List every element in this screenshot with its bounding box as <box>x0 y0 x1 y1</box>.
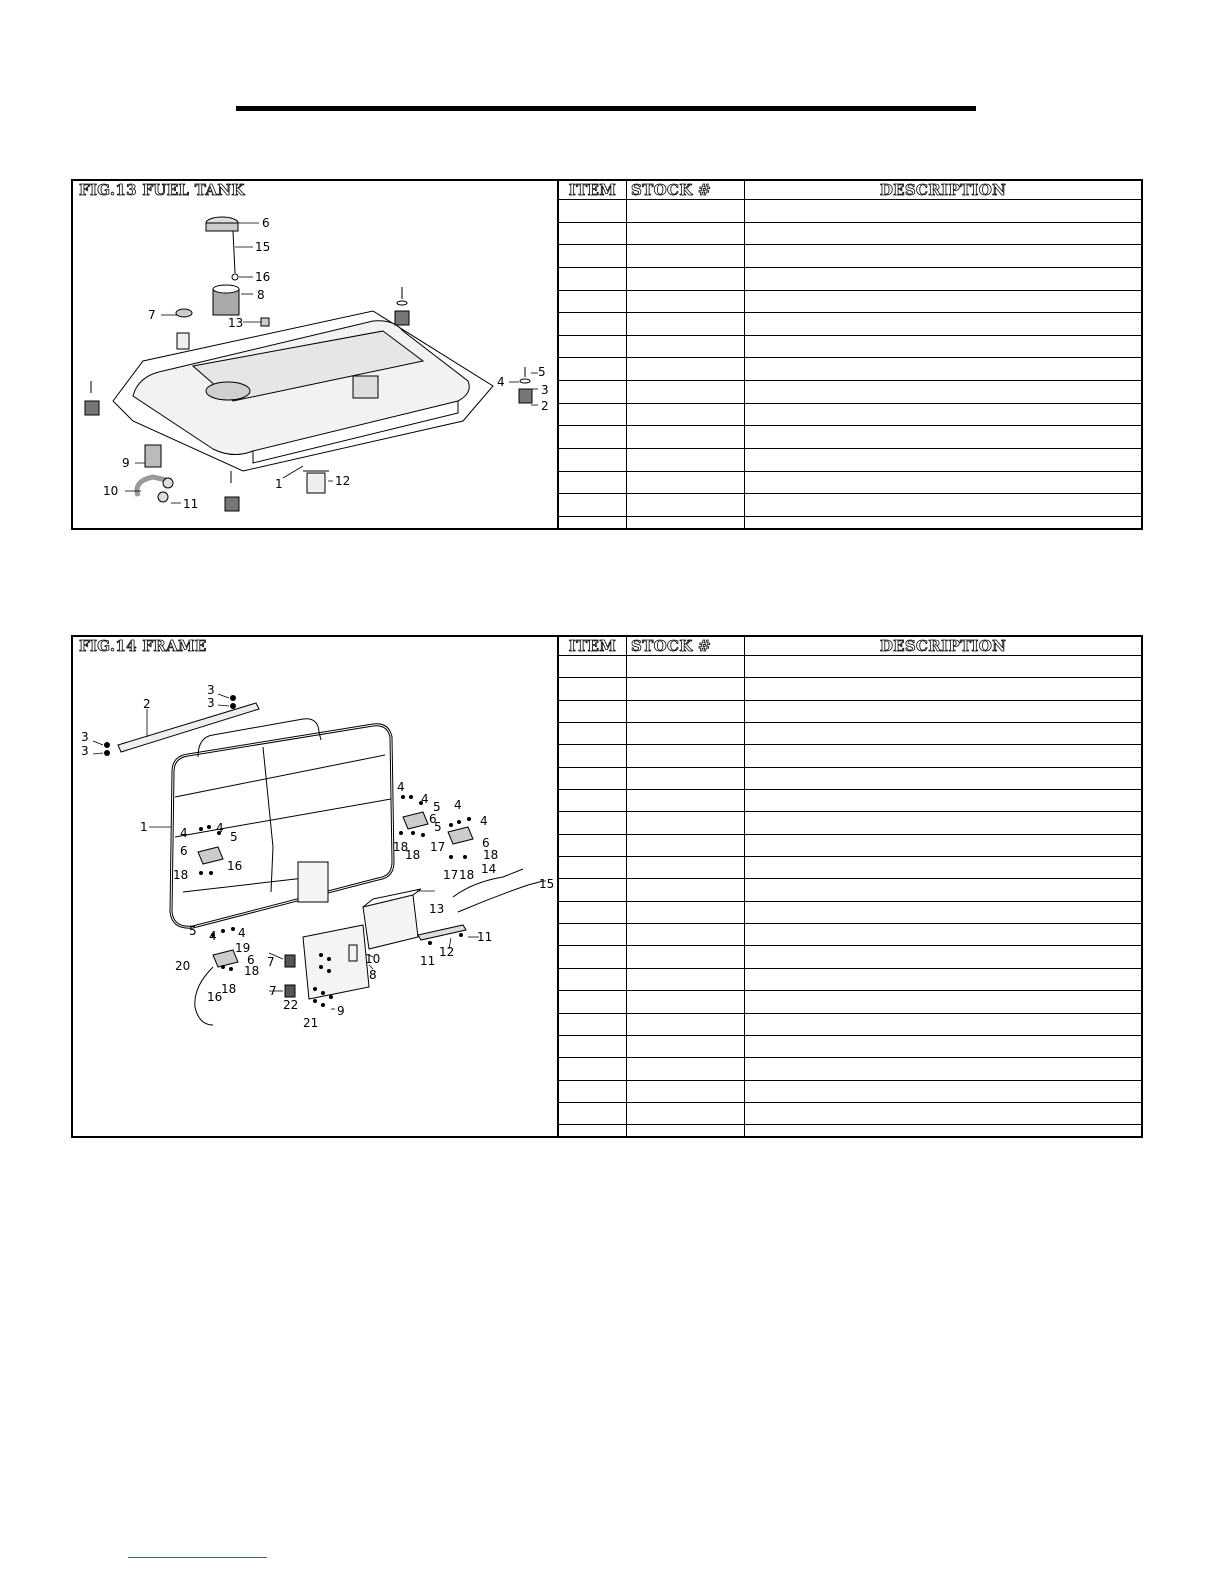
item-cell <box>559 290 627 313</box>
callout-5c: 5 <box>434 820 442 834</box>
item-cell <box>559 812 627 834</box>
table-row <box>559 222 1141 245</box>
item-cell <box>559 494 627 517</box>
callout-4h: 4 <box>238 926 246 940</box>
callout-3b: 3 <box>207 696 215 710</box>
table-row <box>559 1013 1141 1035</box>
callout-18e: 18 <box>459 868 475 882</box>
description-cell <box>745 812 1142 834</box>
table-row <box>559 426 1141 449</box>
table-row <box>559 723 1141 745</box>
callout-14: 14 <box>481 862 497 876</box>
item-cell <box>559 745 627 767</box>
item-cell <box>559 723 627 745</box>
callout-17b: 17 <box>443 868 459 882</box>
stock-cell <box>627 1013 745 1035</box>
stock-cell <box>627 1125 745 1136</box>
callout-16a: 16 <box>227 859 243 873</box>
description-cell <box>745 767 1142 789</box>
item-cell <box>559 656 627 678</box>
frame-illustration <box>73 637 559 1136</box>
fig13-panel <box>71 179 1143 530</box>
table-row <box>559 200 1141 223</box>
callout-2: 2 <box>541 399 549 413</box>
callout-9: 9 <box>337 1004 345 1018</box>
description-cell <box>745 358 1142 381</box>
callout-8: 8 <box>369 968 377 982</box>
callout-11a: 11 <box>477 930 493 944</box>
stock-cell <box>627 335 745 358</box>
callout-5: 5 <box>538 365 546 379</box>
callout-3c: 3 <box>81 730 89 744</box>
item-cell <box>559 1102 627 1124</box>
table-row <box>559 267 1141 290</box>
fig14-diagram <box>73 637 559 1136</box>
table-row <box>559 516 1141 528</box>
callout-8: 8 <box>257 288 265 302</box>
stock-cell <box>627 812 745 834</box>
item-cell <box>559 222 627 245</box>
footer-link-underline[interactable] <box>128 1557 267 1558</box>
description-cell <box>745 267 1142 290</box>
stock-cell <box>627 1080 745 1102</box>
table-row <box>559 245 1141 268</box>
stock-cell <box>627 1102 745 1124</box>
stock-cell <box>627 901 745 923</box>
table-row <box>559 946 1141 968</box>
item-cell <box>559 381 627 404</box>
callout-6: 6 <box>262 216 270 230</box>
item-cell <box>559 449 627 472</box>
stock-cell <box>627 426 745 449</box>
callout-4f: 4 <box>480 814 488 828</box>
stock-cell <box>627 991 745 1013</box>
item-cell <box>559 471 627 494</box>
stock-cell <box>627 968 745 990</box>
item-cell <box>559 678 627 700</box>
table-row <box>559 879 1141 901</box>
callout-15: 15 <box>539 877 555 891</box>
table-row <box>559 767 1141 789</box>
item-cell <box>559 335 627 358</box>
item-cell <box>559 200 627 223</box>
item-cell <box>559 245 627 268</box>
description-cell <box>745 901 1142 923</box>
description-cell <box>745 222 1142 245</box>
callout-4: 4 <box>497 375 505 389</box>
callout-4e: 4 <box>454 798 462 812</box>
table-row <box>559 834 1141 856</box>
table-row <box>559 745 1141 767</box>
stock-cell <box>627 267 745 290</box>
callout-21: 21 <box>303 1016 319 1030</box>
callout-4b: 4 <box>216 821 224 835</box>
header-stock: STOCK # <box>627 181 745 200</box>
fig13-parts-table <box>559 181 1141 528</box>
table-row <box>559 358 1141 381</box>
callout-10: 10 <box>365 952 381 966</box>
stock-cell <box>627 494 745 517</box>
callout-18b: 18 <box>393 840 409 854</box>
stock-cell <box>627 745 745 767</box>
stock-cell <box>627 790 745 812</box>
callout-5a: 5 <box>230 830 238 844</box>
fig13-diagram <box>73 181 559 528</box>
stock-cell <box>627 924 745 946</box>
fuel-tank-illustration <box>73 181 559 528</box>
table-row <box>559 290 1141 313</box>
callout-16b: 16 <box>207 990 223 1004</box>
callout-18f: 18 <box>244 964 260 978</box>
description-cell <box>745 1013 1142 1035</box>
callout-7: 7 <box>148 308 156 322</box>
stock-cell <box>627 245 745 268</box>
description-cell <box>745 245 1142 268</box>
description-cell <box>745 494 1142 517</box>
description-cell <box>745 449 1142 472</box>
callout-1: 1 <box>275 477 283 491</box>
item-cell <box>559 267 627 290</box>
item-cell <box>559 790 627 812</box>
description-cell <box>745 1080 1142 1102</box>
header-description: DESCRIPTION <box>745 181 1142 200</box>
stock-cell <box>627 313 745 336</box>
callout-6b: 6 <box>429 812 437 826</box>
item-cell <box>559 1080 627 1102</box>
item-cell <box>559 426 627 449</box>
table-row <box>559 381 1141 404</box>
fig14-title: FIG.14 FRAME <box>79 637 207 655</box>
item-cell <box>559 946 627 968</box>
stock-cell <box>627 222 745 245</box>
description-cell <box>745 834 1142 856</box>
stock-cell <box>627 767 745 789</box>
callout-9: 9 <box>122 456 130 470</box>
description-cell <box>745 678 1142 700</box>
callout-6a: 6 <box>180 844 188 858</box>
table-row <box>559 924 1141 946</box>
description-cell <box>745 857 1142 879</box>
table-row <box>559 901 1141 923</box>
callout-4d: 4 <box>421 792 429 806</box>
table-row <box>559 1058 1141 1080</box>
table-row <box>559 335 1141 358</box>
table-row <box>559 471 1141 494</box>
callout-6c: 6 <box>482 836 490 850</box>
stock-cell <box>627 656 745 678</box>
table-row <box>559 812 1141 834</box>
callout-15: 15 <box>255 240 271 254</box>
callout-4c: 4 <box>397 780 405 794</box>
table-row <box>559 656 1141 678</box>
table-row <box>559 700 1141 722</box>
item-cell <box>559 1058 627 1080</box>
description-cell <box>745 200 1142 223</box>
callout-18c: 18 <box>405 848 421 862</box>
description-cell <box>745 656 1142 678</box>
item-cell <box>559 700 627 722</box>
description-cell <box>745 790 1142 812</box>
item-cell <box>559 1125 627 1136</box>
item-cell <box>559 857 627 879</box>
stock-cell <box>627 403 745 426</box>
callout-16: 16 <box>255 270 271 284</box>
description-cell <box>745 1125 1142 1136</box>
description-cell <box>745 335 1142 358</box>
callout-4g: 4 <box>209 929 217 943</box>
stock-cell <box>627 471 745 494</box>
callout-17a: 17 <box>430 840 446 854</box>
callout-22: 22 <box>283 998 299 1012</box>
callout-7a: 7 <box>267 955 275 969</box>
callout-3: 3 <box>541 383 549 397</box>
header-item: ITEM <box>559 181 627 200</box>
description-cell <box>745 471 1142 494</box>
callout-5b: 5 <box>433 800 441 814</box>
stock-cell <box>627 516 745 528</box>
callout-2: 2 <box>143 697 151 711</box>
fig14-panel <box>71 635 1143 1138</box>
table-row <box>559 678 1141 700</box>
stock-cell <box>627 1035 745 1057</box>
description-cell <box>745 723 1142 745</box>
callout-12: 12 <box>439 945 455 959</box>
header-description: DESCRIPTION <box>745 637 1142 656</box>
item-cell <box>559 358 627 381</box>
callout-3a: 3 <box>207 683 215 697</box>
description-cell <box>745 1102 1142 1124</box>
stock-cell <box>627 358 745 381</box>
description-cell <box>745 946 1142 968</box>
callout-6d: 6 <box>247 953 255 967</box>
table-row <box>559 790 1141 812</box>
callout-1: 1 <box>140 820 148 834</box>
callout-5d: 5 <box>189 924 197 938</box>
description-cell <box>745 700 1142 722</box>
fig13-title: FIG.13 FUEL TANK <box>79 181 245 199</box>
description-cell <box>745 745 1142 767</box>
description-cell <box>745 516 1142 528</box>
callout-13: 13 <box>429 902 445 916</box>
item-cell <box>559 834 627 856</box>
description-cell <box>745 403 1142 426</box>
stock-cell <box>627 700 745 722</box>
fig14-parts-table <box>559 637 1141 1136</box>
description-cell <box>745 1035 1142 1057</box>
callout-20: 20 <box>175 959 191 973</box>
callout-18d: 18 <box>483 848 499 862</box>
item-cell <box>559 991 627 1013</box>
callout-4a: 4 <box>180 826 188 840</box>
stock-cell <box>627 381 745 404</box>
stock-cell <box>627 678 745 700</box>
item-cell <box>559 313 627 336</box>
table-row <box>559 1102 1141 1124</box>
callout-18a: 18 <box>173 868 189 882</box>
top-rule <box>236 106 976 111</box>
callout-19: 19 <box>235 941 251 955</box>
description-cell <box>745 968 1142 990</box>
item-cell <box>559 403 627 426</box>
description-cell <box>745 290 1142 313</box>
item-cell <box>559 968 627 990</box>
item-cell <box>559 879 627 901</box>
stock-cell <box>627 723 745 745</box>
table-row <box>559 1125 1141 1136</box>
description-cell <box>745 381 1142 404</box>
callout-11: 11 <box>183 497 199 511</box>
stock-cell <box>627 879 745 901</box>
table-row <box>559 449 1141 472</box>
callout-10: 10 <box>103 484 119 498</box>
description-cell <box>745 313 1142 336</box>
callout-12: 12 <box>335 474 351 488</box>
header-stock: STOCK # <box>627 637 745 656</box>
description-cell <box>745 991 1142 1013</box>
callout-7b: 7 <box>269 984 277 998</box>
item-cell <box>559 1035 627 1057</box>
stock-cell <box>627 946 745 968</box>
stock-cell <box>627 834 745 856</box>
item-cell <box>559 1013 627 1035</box>
header-item: ITEM <box>559 637 627 656</box>
item-cell <box>559 516 627 528</box>
table-row <box>559 313 1141 336</box>
table-row <box>559 494 1141 517</box>
stock-cell <box>627 1058 745 1080</box>
callout-3d: 3 <box>81 744 89 758</box>
table-row <box>559 857 1141 879</box>
item-cell <box>559 924 627 946</box>
callout-11b: 11 <box>420 954 436 968</box>
table-row <box>559 1080 1141 1102</box>
description-cell <box>745 879 1142 901</box>
description-cell <box>745 924 1142 946</box>
table-row <box>559 403 1141 426</box>
stock-cell <box>627 200 745 223</box>
item-cell <box>559 767 627 789</box>
callout-18g: 18 <box>221 982 237 996</box>
item-cell <box>559 901 627 923</box>
callout-13: 13 <box>228 316 244 330</box>
stock-cell <box>627 290 745 313</box>
stock-cell <box>627 857 745 879</box>
description-cell <box>745 426 1142 449</box>
table-row <box>559 968 1141 990</box>
table-row <box>559 991 1141 1013</box>
table-row <box>559 1035 1141 1057</box>
stock-cell <box>627 449 745 472</box>
description-cell <box>745 1058 1142 1080</box>
